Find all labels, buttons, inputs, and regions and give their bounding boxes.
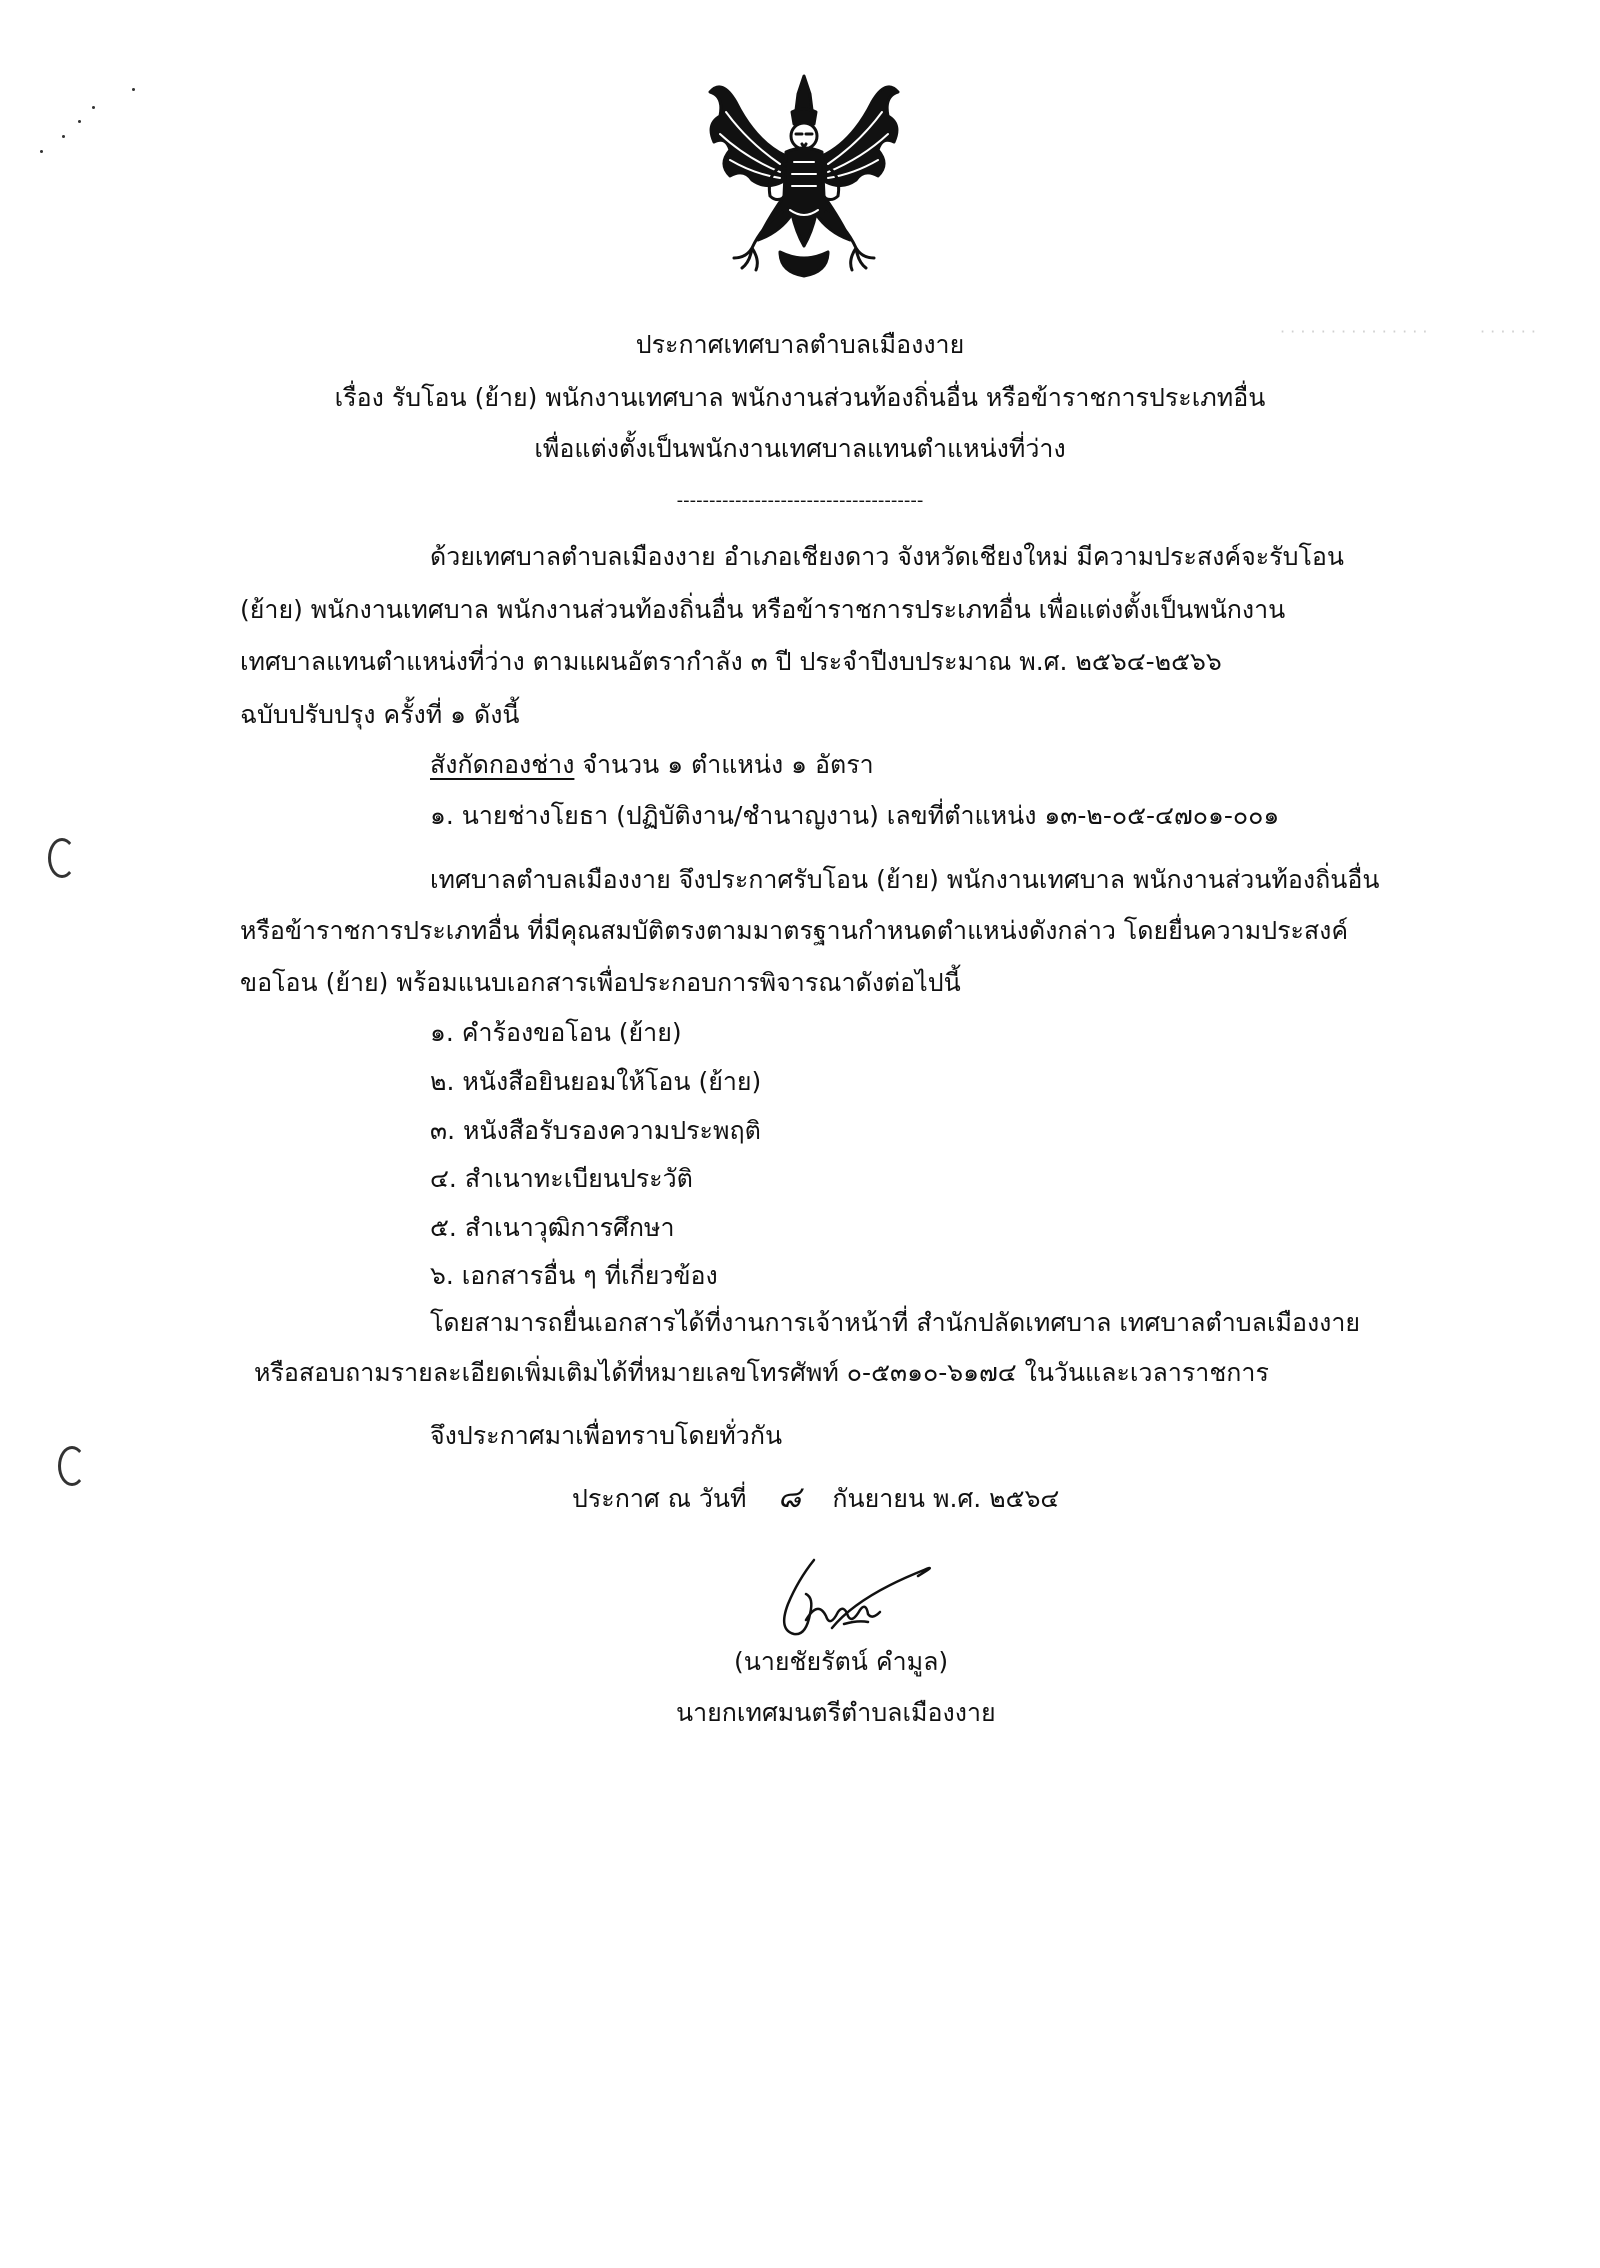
document-list-item: ๕. สำเนาวุฒิการศึกษา [430,1213,675,1242]
position-item: ๑. นายช่างโยธา (ปฏิบัติงาน/ชำนาญงาน) เลขที่ตำแหน่ง ๑๓-๒-๐๕-๔๗๐๑-๐๐๑ [430,801,1280,830]
handwritten-signature [748,1550,948,1660]
document-list-item: ๓. หนังสือรับรองความประพฤติ [430,1116,761,1145]
signatory-title: นายกเทศมนตรีตำบลเมืองงาย [676,1698,996,1727]
paragraph-1-line: (ย้าย) พนักงานเทศบาล พนักงานส่วนท้องถิ่นอื่น หรือข้าราชการประเภทอื่น เพื่อแต่งตั้งเป็นพนักงาน [240,595,1286,624]
scan-speck [132,88,135,91]
garuda-emblem-icon [696,72,912,278]
division-line [430,748,874,782]
document-list-item: ๒. หนังสือยินยอมให้โอน (ย้าย) [430,1067,762,1096]
paragraph-2-line: หรือข้าราชการประเภทอื่น ที่มีคุณสมบัติตรงตามมาตรฐานกำหนดตำแหน่งดังกล่าว โดยยื่นความประสงค์ [240,916,1349,945]
date-day: ๘ [777,1480,801,1515]
document-list-item: ๑. คำร้องขอโอน (ย้าย) [430,1018,682,1047]
date-line [572,1481,1059,1516]
subject-line-2: เพื่อแต่งตั้งเป็นพนักงานเทศบาลแทนตำแหน่งที่ว่าง [534,434,1066,463]
date-month-year: กันยายน พ.ศ. ๒๕๖๔ [832,1484,1060,1513]
paragraph-3-line: โดยสามารถยื่นเอกสารได้ที่งานการเจ้าหน้าที่ สำนักปลัดเทศบาล เทศบาลตำบลเมืองงาย [430,1308,1361,1337]
scan-speck [40,150,43,153]
paragraph-3-line: หรือสอบถามรายละเอียดเพิ่มเติมได้ที่หมายเลขโทรศัพท์ ๐-๕๓๑๐-๖๑๗๔ ในวันและเวลาราชการ [254,1358,1269,1387]
bleed-through-text: · · · · · · [1480,322,1536,341]
paragraph-1-line: ฉบับปรับปรุง ครั้งที่ ๑ ดังนี้ [240,700,520,729]
division-label: สังกัดกองช่าง [430,750,575,779]
paragraph-2-line: ขอโอน (ย้าย) พร้อมแนบเอกสารเพื่อประกอบการพิจารณาดังต่อไปนี้ [240,968,961,997]
scan-speck [78,120,81,123]
subject-line-1: เรื่อง รับโอน (ย้าย) พนักงานเทศบาล พนักงานส่วนท้องถิ่นอื่น หรือข้าราชการประเภทอื่น [334,383,1266,412]
date-prefix: ประกาศ ณ วันที่ [572,1484,747,1513]
punch-hole [58,1446,86,1486]
announcement-title: ประกาศเทศบาลตำบลเมืองงาย [635,330,965,359]
punch-hole [48,838,76,878]
paragraph-1-line: เทศบาลแทนตำแหน่งที่ว่าง ตามแผนอัตรากำลัง ๓ ปี ประจำปีงบประมาณ พ.ศ. ๒๕๖๔-๒๕๖๖ [240,647,1222,676]
header-separator: -------------------------------------- [676,490,924,511]
scan-speck [92,106,95,109]
document-list-item: ๖. เอกสารอื่น ๆ ที่เกี่ยวข้อง [430,1261,718,1290]
paragraph-2-line: เทศบาลตำบลเมืองงาย จึงประกาศรับโอน (ย้าย) พนักงานเทศบาล พนักงานส่วนท้องถิ่นอื่น [430,865,1380,894]
paragraph-1-line: ด้วยเทศบาลตำบลเมืองงาย อำเภอเชียงดาว จังหวัดเชียงใหม่ มีความประสงค์จะรับโอน [430,542,1344,571]
bleed-through-text: · · · · · · · · · · · · · · · [1280,322,1428,341]
signatory-name: (นายชัยรัตน์ คำมูล) [734,1647,949,1676]
division-detail: จำนวน ๑ ตำแหน่ง ๑ อัตรา [574,750,874,779]
scan-speck [62,135,65,138]
closing-line: จึงประกาศมาเพื่อทราบโดยทั่วกัน [430,1421,783,1450]
document-list-item: ๔. สำเนาทะเบียนประวัติ [430,1164,693,1193]
